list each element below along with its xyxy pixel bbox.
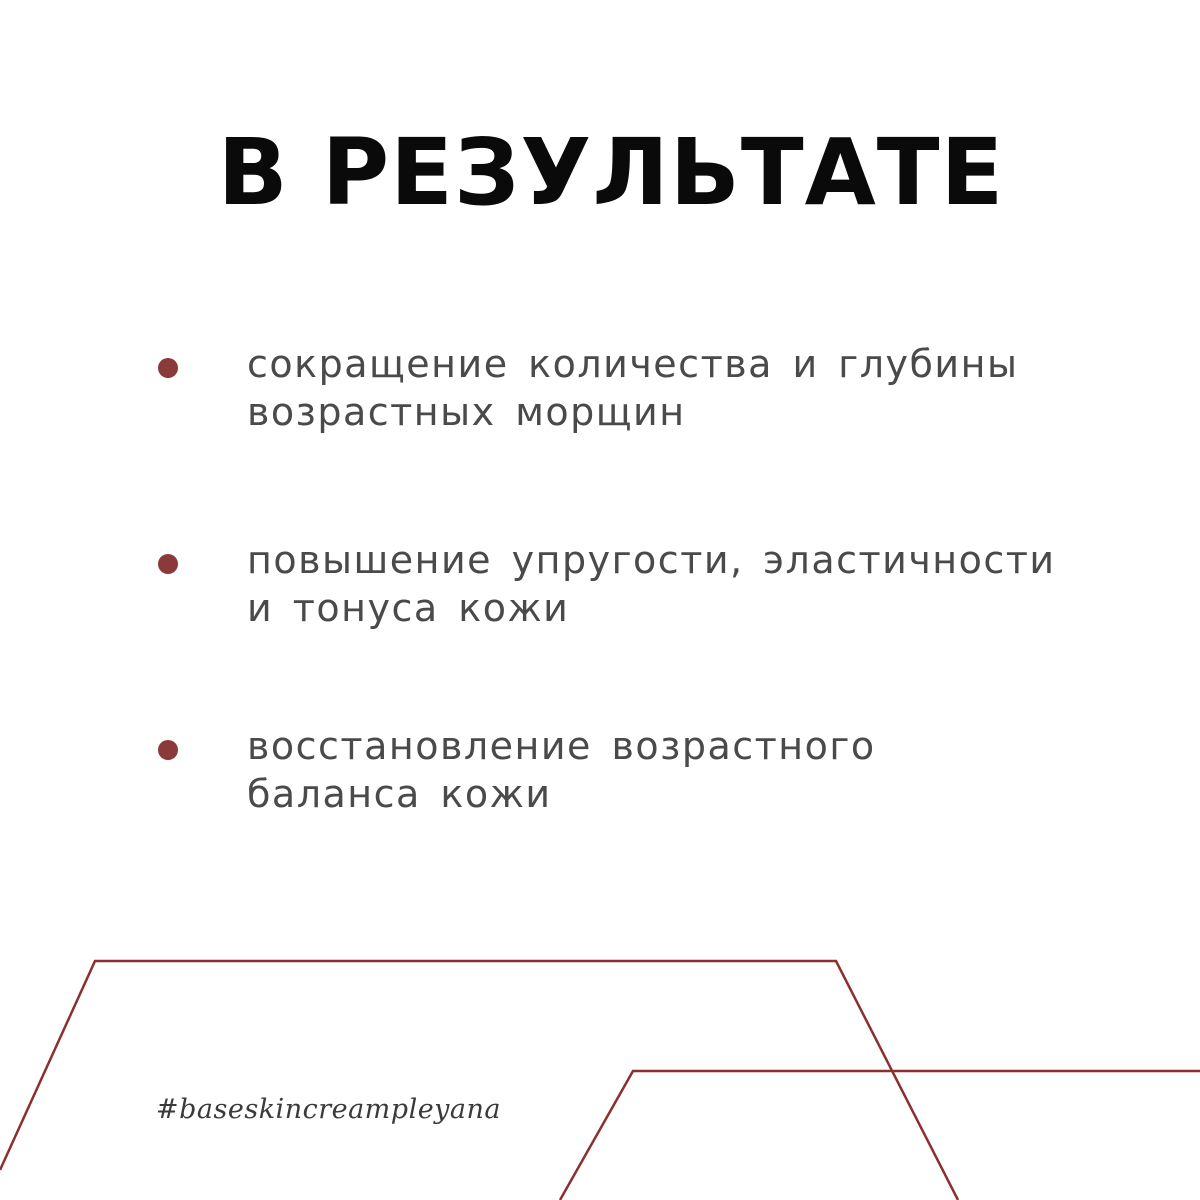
hashtag: #baseskincreampleyana [156,1094,502,1125]
page-title: В РЕЗУЛЬТАТЕ [217,119,1005,226]
bullet-dot-icon [158,740,178,760]
bullet-dot-icon [158,358,178,378]
list-item-text: восстановление возрастного баланса кожи [247,724,876,816]
list-item-text: сокращение количества и глубины возрастных морщин [247,342,1019,434]
list-item-text: повышение упругости, эластичности и тонуса кожи [247,538,1056,630]
bullet-dot-icon [158,554,178,574]
